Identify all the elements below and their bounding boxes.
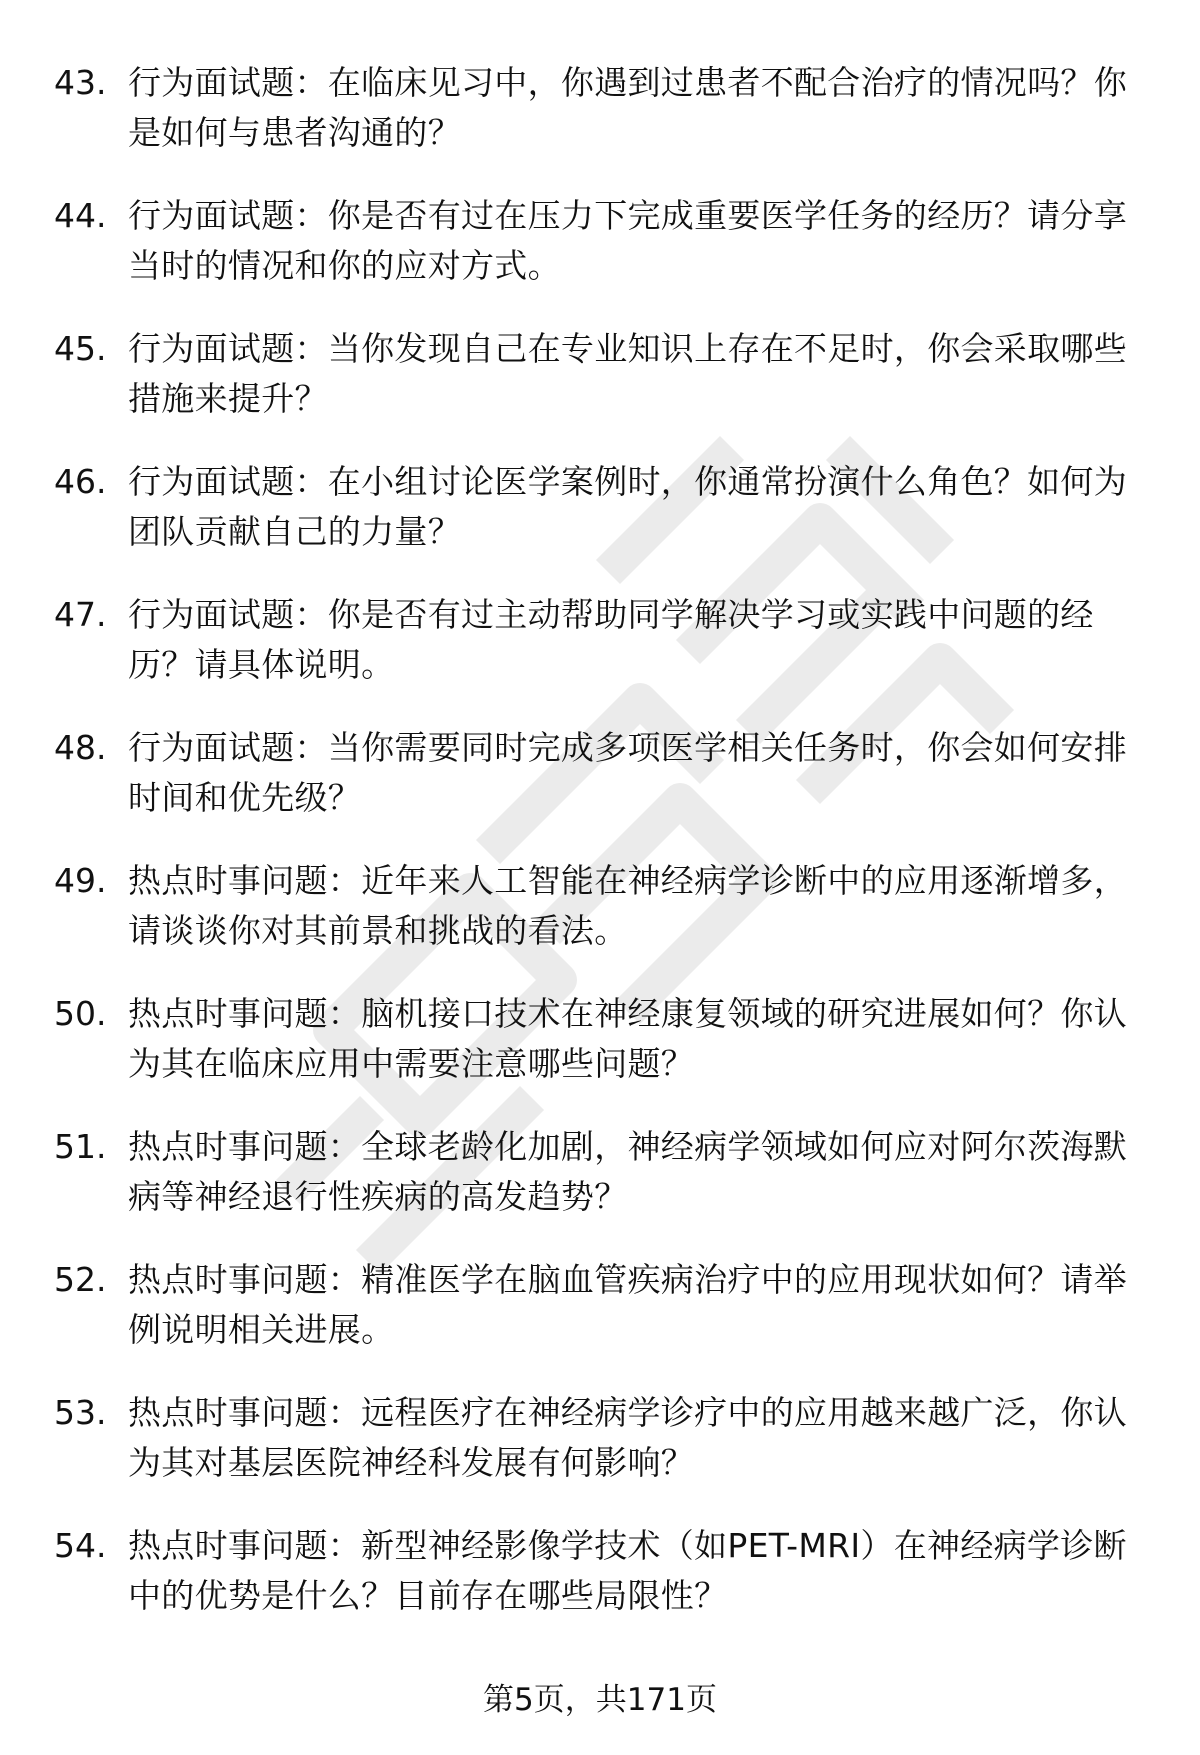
question-number: 49.	[54, 861, 107, 900]
question-text: 热点时事问题：新型神经影像学技术（如PET-MRI）在神经病学诊断中的优势是什么？目前存在哪些局限性？	[128, 1526, 1127, 1615]
list-item	[0, 324, 1200, 457]
list-item	[0, 457, 1200, 590]
question-number: 53.	[54, 1393, 107, 1432]
list-item	[0, 856, 1200, 989]
question-text: 行为面试题：当你需要同时完成多项医学相关任务时，你会如何安排时间和优先级？	[128, 728, 1127, 817]
question-number: 48.	[54, 728, 107, 767]
question-number: 54.	[54, 1526, 107, 1565]
page-number-footer: 第5页，共171页	[483, 1682, 717, 1718]
list-item	[0, 1521, 1200, 1654]
question-number: 47.	[54, 595, 107, 634]
list-item	[0, 1122, 1200, 1255]
question-list	[0, 58, 1200, 1654]
list-item	[0, 58, 1200, 191]
question-text: 热点时事问题：脑机接口技术在神经康复领域的研究进展如何？你认为其在临床应用中需要注意哪些问题？	[128, 994, 1127, 1083]
question-number: 46.	[54, 462, 107, 501]
question-number: 50.	[54, 994, 107, 1033]
list-item	[0, 191, 1200, 324]
question-text: 行为面试题：当你发现自己在专业知识上存在不足时，你会采取哪些措施来提升？	[128, 329, 1127, 418]
list-item	[0, 723, 1200, 856]
question-text: 行为面试题：在小组讨论医学案例时，你通常扮演什么角色？如何为团队贡献自己的力量？	[128, 462, 1127, 551]
list-item	[0, 1388, 1200, 1521]
question-text: 行为面试题：在临床见习中，你遇到过患者不配合治疗的情况吗？你是如何与患者沟通的？	[128, 63, 1127, 152]
list-item	[0, 1255, 1200, 1388]
question-text: 热点时事问题：远程医疗在神经病学诊疗中的应用越来越广泛，你认为其对基层医院神经科发展有何影响？	[128, 1393, 1127, 1482]
question-number: 51.	[54, 1127, 107, 1166]
list-item	[0, 989, 1200, 1122]
question-text: 热点时事问题：精准医学在脑血管疾病治疗中的应用现状如何？请举例说明相关进展。	[128, 1260, 1127, 1349]
question-text: 行为面试题：你是否有过在压力下完成重要医学任务的经历？请分享当时的情况和你的应对方式。	[128, 196, 1127, 285]
question-text: 热点时事问题：近年来人工智能在神经病学诊断中的应用逐渐增多，请谈谈你对其前景和挑战的看法。	[128, 861, 1127, 950]
list-item	[0, 590, 1200, 723]
question-number: 45.	[54, 329, 107, 368]
question-number: 44.	[54, 196, 107, 235]
question-number: 43.	[54, 63, 107, 102]
question-text: 热点时事问题：全球老龄化加剧，神经病学领域如何应对阿尔茨海默病等神经退行性疾病的高发趋势？	[128, 1127, 1127, 1216]
question-text: 行为面试题：你是否有过主动帮助同学解决学习或实践中问题的经历？请具体说明。	[128, 595, 1094, 684]
question-number: 52.	[54, 1260, 107, 1299]
